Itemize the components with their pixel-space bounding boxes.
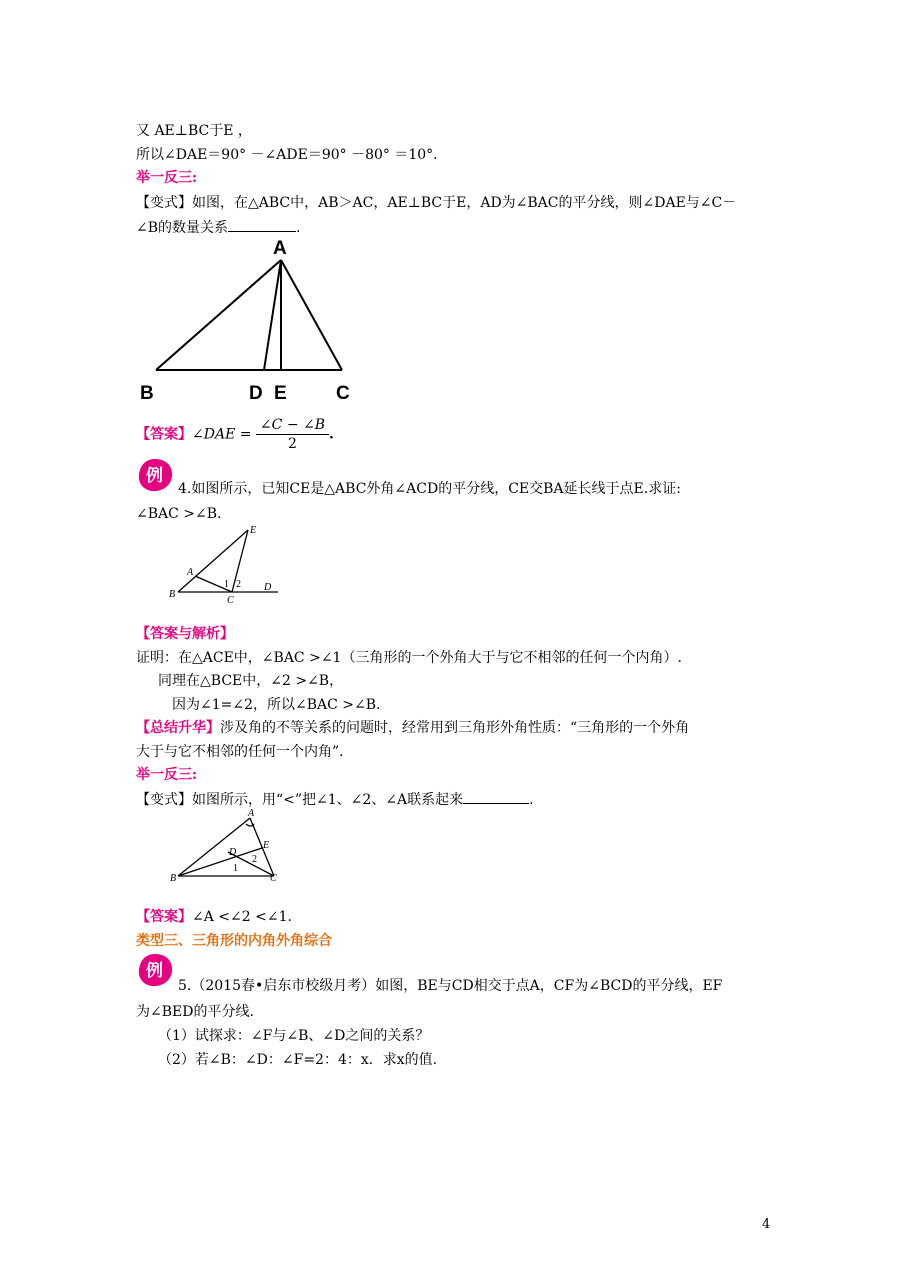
answer-blank bbox=[463, 789, 529, 804]
label-1: 1 bbox=[233, 863, 238, 874]
label-D: D bbox=[229, 847, 237, 858]
triangle-figure-2 bbox=[166, 522, 286, 608]
label-1: 1 bbox=[224, 579, 229, 590]
text: . bbox=[296, 220, 301, 236]
label-C: C bbox=[270, 873, 277, 884]
solution-line: 因为∠1=∠2，所以∠BAC >∠B. bbox=[172, 697, 381, 713]
label-A: A bbox=[273, 238, 287, 259]
example-badge-icon bbox=[136, 456, 174, 494]
example-5-question: 5.（2015春•启东市校级月考）如图，BE与CD相交于点A，CF为∠BCD的平分线，EF bbox=[178, 978, 723, 994]
label-C: C bbox=[227, 595, 234, 606]
heading-practice: 举一反三: bbox=[136, 170, 198, 186]
example-5-part-1: （1）试探求：∠F与∠B、∠D之间的关系？ bbox=[158, 1028, 430, 1044]
label-E: E bbox=[274, 383, 287, 402]
label-D: D bbox=[249, 383, 263, 402]
label-D: D bbox=[264, 582, 272, 593]
text: . bbox=[329, 426, 334, 443]
badge-text: 例 bbox=[146, 961, 163, 981]
answer-lhs: ∠DAE = bbox=[192, 426, 252, 443]
answer-tag: 【答案】 bbox=[136, 426, 192, 443]
label-A: A bbox=[187, 567, 194, 578]
text: 【变式】如图所示，用“<”把∠1、∠2、∠A联系起来 bbox=[136, 792, 464, 808]
label-A: A bbox=[248, 808, 255, 819]
label-B: B bbox=[140, 383, 154, 402]
text: ∠B的数量关系 bbox=[136, 220, 229, 236]
summary-tag: 【总结升华】 bbox=[136, 720, 220, 736]
summary-line: 大于与它不相邻的任何一个内角”． bbox=[136, 744, 354, 760]
label-C: C bbox=[336, 383, 350, 402]
solution-line: 同理在△BCE中，∠2 >∠B， bbox=[158, 673, 344, 689]
triangle-figure-3 bbox=[166, 808, 286, 888]
label-E: E bbox=[250, 525, 257, 536]
example-5-question-cont: 为∠BED的平分线. bbox=[136, 1004, 254, 1020]
label-2: 2 bbox=[252, 854, 257, 865]
triangle-figure-1 bbox=[136, 236, 366, 402]
example-badge-icon bbox=[136, 951, 174, 989]
text: 涉及角的不等关系的问题时，经常用到三角形外角性质：“三角形的一个外角 bbox=[220, 720, 690, 736]
text-line: 所以∠DAE＝90° －∠ADE＝90° －80° ＝10°． bbox=[136, 147, 448, 163]
summary-line bbox=[136, 718, 689, 738]
answer-2 bbox=[136, 907, 292, 927]
badge-text: 例 bbox=[146, 466, 163, 486]
text-line: 又 AE⊥BC于E ， bbox=[136, 123, 252, 139]
page-number: 4 bbox=[762, 1217, 771, 1232]
example-4-question-cont: ∠BAC >∠B. bbox=[136, 506, 222, 522]
example-5-part-2: （2）若∠B：∠D：∠F=2：4：x．求x的值. bbox=[158, 1052, 438, 1068]
example-4-question: 4.如图所示，已知CE是△ABC外角∠ACD的平分线，CE交BA延长线于点E.求证: bbox=[178, 481, 681, 497]
answer-1 bbox=[136, 416, 334, 453]
solution-heading: 【答案与解析】 bbox=[136, 626, 234, 642]
label-B: B bbox=[169, 589, 176, 600]
answer-blank bbox=[228, 217, 296, 232]
variant-question-cont bbox=[136, 217, 300, 238]
label-B: B bbox=[170, 873, 177, 884]
fraction-denominator: 2 bbox=[288, 436, 297, 452]
section-heading: 类型三、三角形的内角外角综合 bbox=[136, 933, 332, 949]
text: ∠A <∠2 <∠1. bbox=[192, 909, 292, 925]
solution-line: 证明：在△ACE中，∠BAC >∠1（三角形的一个外角大于与它不相邻的任何一个内角）. bbox=[136, 650, 682, 666]
variant-question bbox=[136, 789, 534, 810]
answer-tag: 【答案】 bbox=[136, 909, 192, 925]
label-2: 2 bbox=[236, 579, 241, 590]
text: . bbox=[529, 792, 534, 808]
heading-practice: 举一反三: bbox=[136, 767, 198, 783]
fraction bbox=[256, 416, 329, 453]
variant-question: 【变式】如图，在△ABC中，AB＞AC，AE⊥BC于E，AD为∠BAC的平分线，则∠DAE与∠C－ bbox=[136, 195, 737, 211]
fraction-numerator: ∠C − ∠B bbox=[256, 416, 329, 435]
label-E: E bbox=[263, 840, 270, 851]
